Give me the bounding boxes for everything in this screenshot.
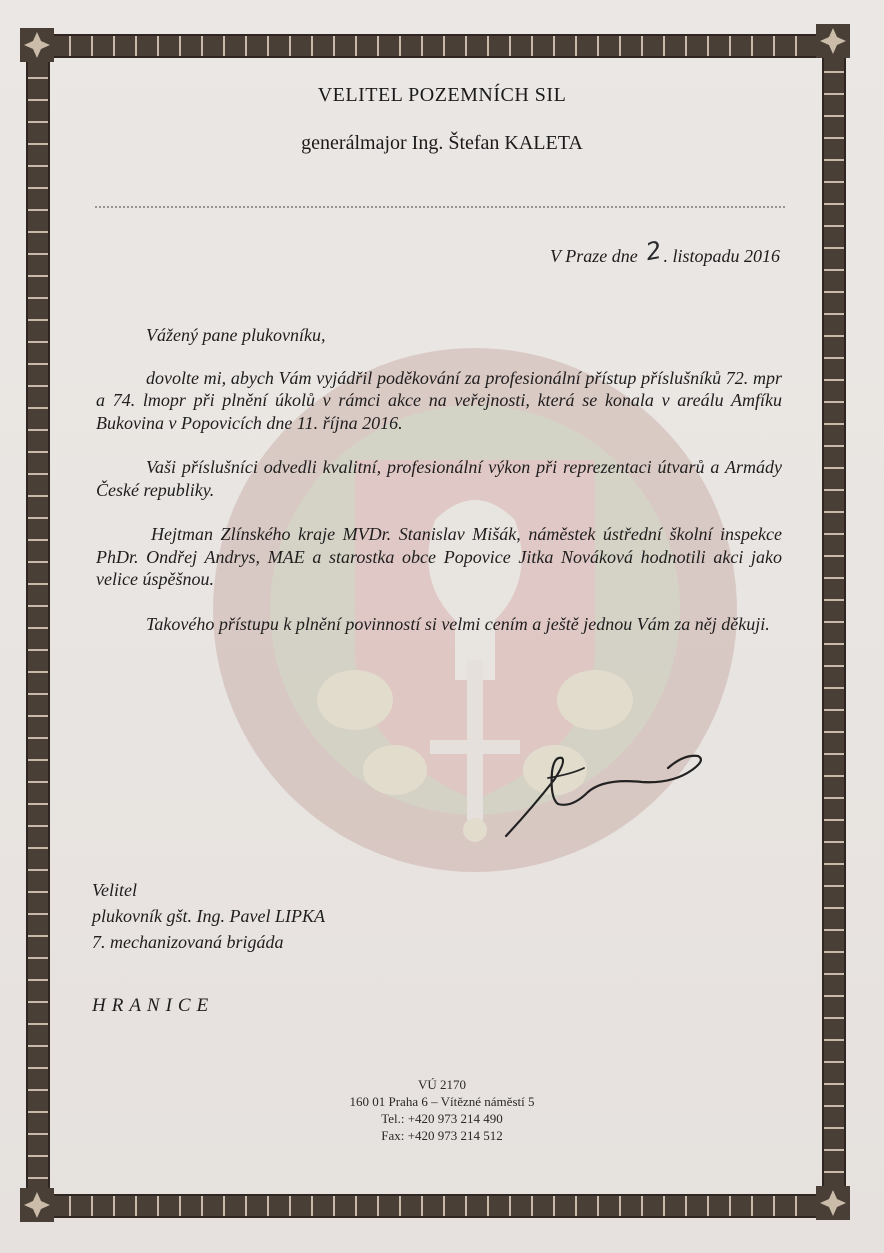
addressee-city: HRANICE <box>92 995 215 1016</box>
addressee-name: plukovník gšt. Ing. Pavel LIPKA <box>92 906 325 926</box>
footer-street: 160 01 Praha 6 – Vítězné náměstí 5 <box>349 1094 535 1109</box>
ornament-corner-icon <box>20 28 54 62</box>
date-line <box>550 235 780 268</box>
addressee-title: Velitel <box>92 880 137 900</box>
divider <box>95 206 785 208</box>
sender-name: generálmajor Ing. Štefan KALETA <box>301 132 583 154</box>
border-left <box>26 46 50 1194</box>
addressee-block <box>92 877 325 955</box>
footer-phone: Tel.: +420 973 214 490 <box>381 1111 503 1126</box>
border-bottom <box>38 1194 828 1218</box>
page-title: VELITEL POZEMNÍCH SIL <box>317 84 567 106</box>
footer-address <box>0 1076 884 1144</box>
date-prefix: V Praze dne <box>550 246 638 266</box>
ornament-corner-icon <box>816 1186 850 1220</box>
paragraph: Hejtman Zlínského kraje MVDr. Stanislav Mišák, náměstek ústřední školní inspekce PhDr. Ondřej Andrys, MAE a starostka obce Popovice Jitka Nováková hodnotili akci jako velice úspěšnou. <box>96 524 782 589</box>
border-right <box>822 40 846 1190</box>
ornament-corner-icon <box>816 24 850 58</box>
salutation: Vážený pane plukovníku, <box>146 325 326 345</box>
date-day-handwritten: 2 <box>643 235 664 267</box>
ornament-corner-icon <box>20 1188 54 1222</box>
handwritten-signature-icon <box>492 748 732 840</box>
border-top <box>38 34 828 58</box>
paragraph: Takového přístupu k plnění povinností si velmi cením a ještě jednou Vám za něj děkuji. <box>146 613 770 634</box>
letter-body <box>96 324 782 657</box>
addressee-unit: 7. mechanizovaná brigáda <box>92 932 284 952</box>
paragraph: Vaši příslušníci odvedli kvalitní, profesionální výkon při reprezentaci útvarů a Armády České republiky. <box>96 457 782 500</box>
footer-unit: VÚ 2170 <box>417 1077 467 1092</box>
footer-fax: Fax: +420 973 214 512 <box>381 1128 503 1143</box>
paragraph: dovolte mi, abych Vám vyjádřil poděkování za profesionální přístup příslušníků 72. mpr a 74. lmopr při plnění úkolů v rámci akce na veřejnosti, která se konala v areálu Amfíku Bukovina v Popovicích dne 11. října 2016. <box>96 367 782 433</box>
date-suffix: . listopadu 2016 <box>663 246 780 266</box>
